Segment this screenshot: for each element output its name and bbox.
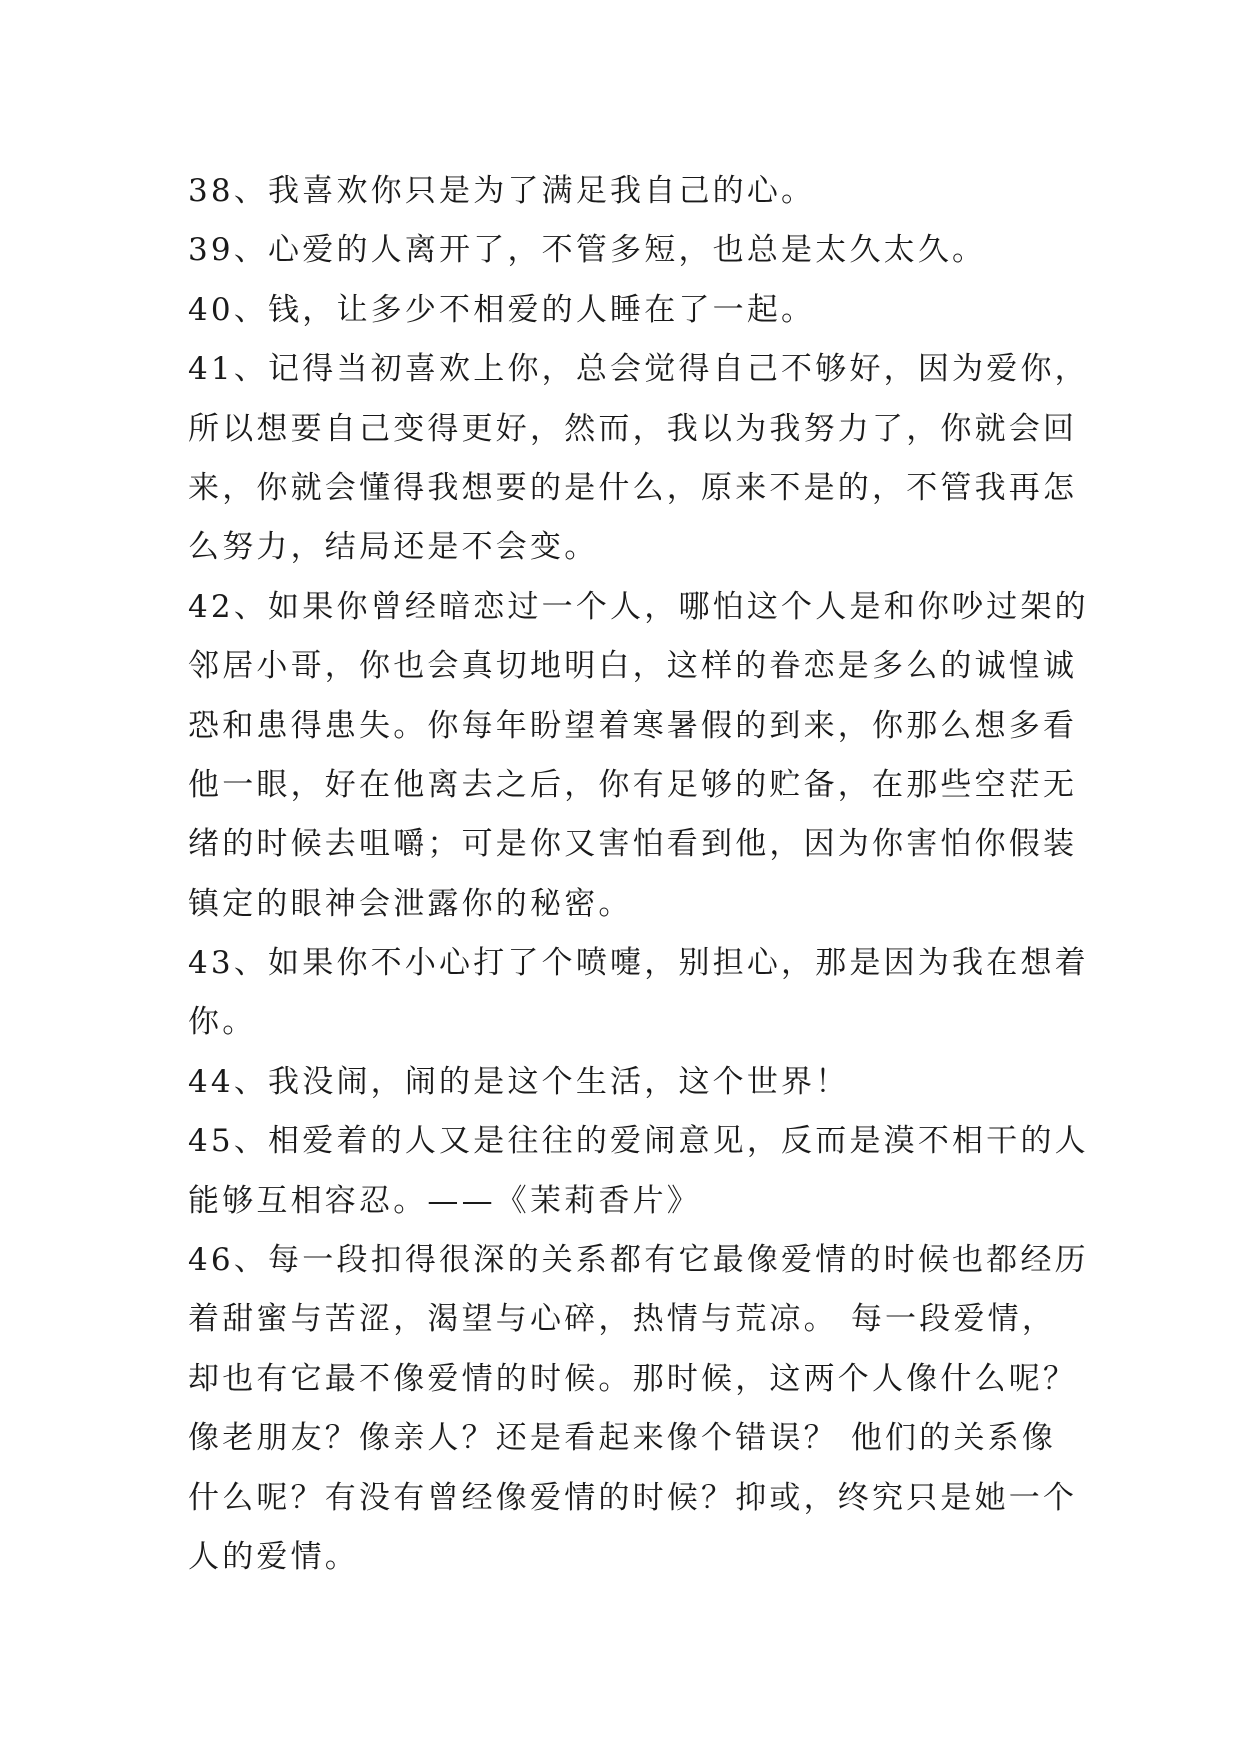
text-line: 44、我没闹，闹的是这个生活，这个世界！	[188, 1063, 850, 1100]
text-line: 么努力，结局还是不会变。	[188, 529, 599, 566]
text-line: 所以想要自己变得更好，然而，我以为我努力了，你就会回	[188, 410, 1078, 447]
quote-list	[188, 162, 1088, 1587]
text-line: 43、如果你不小心打了个喷嚏，别担心，那是因为我在想着	[188, 945, 1089, 982]
text-line: 42、如果你曾经暗恋过一个人，哪怕这个人是和你吵过架的	[188, 588, 1089, 625]
text-line: 着甜蜜与苦涩，渴望与心碎，热情与荒凉。 每一段爱情，	[188, 1301, 1057, 1338]
text-line: 什么呢？有没有曾经像爱情的时候？抑或，终究只是她一个	[188, 1479, 1078, 1516]
text-line: 人的爱情。	[188, 1538, 359, 1575]
text-line: 邻居小哥，你也会真切地明白，这样的眷恋是多么的诚惶诚	[188, 648, 1078, 685]
text-line: 45、相爱着的人又是往往的爱闹意见，反而是漠不相干的人	[188, 1123, 1089, 1160]
text-line: 却也有它最不像爱情的时候。那时候，这两个人像什么呢？	[188, 1360, 1078, 1397]
text-line: 他一眼，好在他离去之后，你有足够的贮备，在那些空茫无	[188, 766, 1078, 803]
text-line: 46、每一段扣得很深的关系都有它最像爱情的时候也都经历	[188, 1242, 1089, 1279]
text-line: 镇定的眼神会泄露你的秘密。	[188, 885, 633, 922]
text-line: 绪的时候去咀嚼；可是你又害怕看到他，因为你害怕你假装	[188, 826, 1078, 863]
text-line: 像老朋友？像亲人？还是看起来像个错误？ 他们的关系像	[188, 1420, 1057, 1457]
text-line: 38、我喜欢你只是为了满足我自己的心。	[188, 173, 816, 209]
text-line: 恐和患得患失。你每年盼望着寒暑假的到来，你那么想多看	[188, 707, 1078, 744]
text-line: 来，你就会懂得我想要的是什么，原来不是的，不管我再怎	[188, 469, 1078, 506]
text-line: 你。	[188, 1004, 257, 1041]
text-line: 40、钱，让多少不相爱的人睡在了一起。	[188, 291, 816, 328]
text-line: 能够互相容忍。——《茉莉香片》	[188, 1182, 701, 1219]
text-line: 39、心爱的人离开了，不管多短，也总是太久太久。	[188, 232, 987, 269]
text-line: 41、记得当初喜欢上你，总会觉得自己不够好，因为爱你，	[188, 351, 1089, 388]
